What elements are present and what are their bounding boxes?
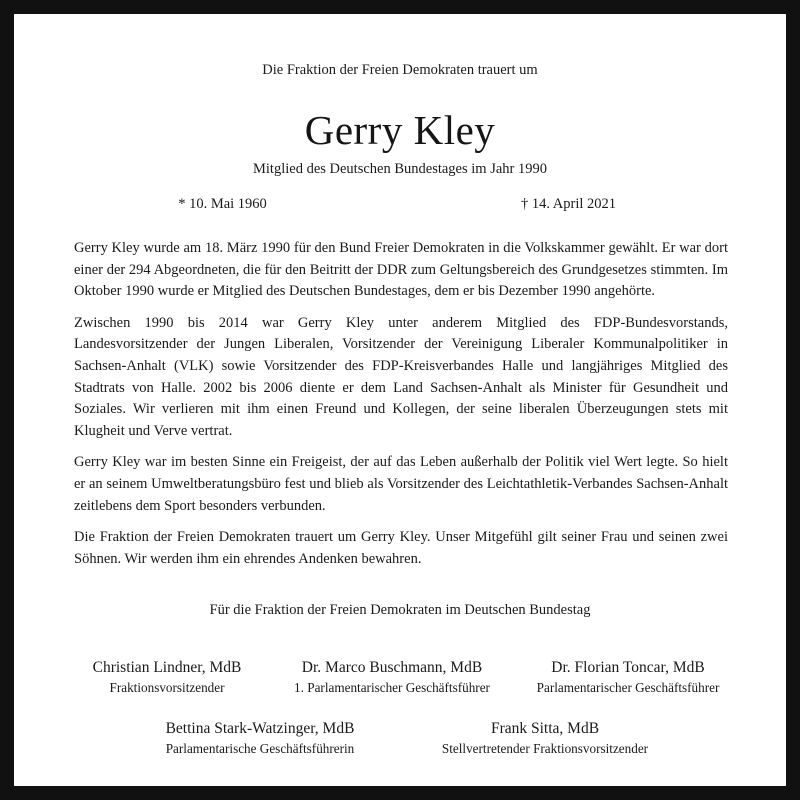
signatory-title: Parlamentarische Geschäftsführerin bbox=[165, 741, 355, 756]
signatory bbox=[42, 658, 292, 698]
intro-line: Die Fraktion der Freien Demokraten trauert um bbox=[262, 62, 538, 78]
signatory-name: Bettina Stark-Watzinger, MdB bbox=[165, 720, 355, 737]
signatory bbox=[120, 719, 400, 759]
signoff-line: Für die Fraktion der Freien Demokraten im Deutschen Bundestag bbox=[209, 602, 591, 618]
signatory-title: Stellvertretender Fraktionsvorsitzender bbox=[441, 741, 649, 756]
body-paragraph: Zwischen 1990 bis 2014 war Gerry Kley unter anderem Mitglied des FDP-Bundesvorstands, Landesvorsitzender der Jungen Liberalen, Vorsitzender der Vereinigung Liberaler Kommunalpolitiker in Sachsen-Anhalt (VLK) sowie Vorsitzender des FDP-Kreisverbandes Halle und langjähriges Mitglied des Stadtrats von Halle. 2002 bis 2006 diente er dem Land Sachsen-Anhalt als Minister für Gesundheit und Soziales. Wir verlieren mit ihm einen Freund und Kollegen, der seine liberalen Überzeugungen stets mit Klugheit und Verve vertrat. bbox=[74, 314, 728, 439]
body-paragraph: Gerry Kley war im besten Sinne ein Freigeist, der auf das Leben außerhalb der Politik viel Wert legte. So hielt er an seinem Umweltberatungsbüro fest und blieb als Vorsitzender des Leichtathletik-Verbandes Sachsen-Anhalt zeitlebens dem Sport besonders verbunden. bbox=[74, 454, 728, 514]
death-date: † 14. April 2021 bbox=[520, 196, 617, 212]
signatory-name: Christian Lindner, MdB bbox=[92, 659, 242, 676]
signatory-name: Dr. Florian Toncar, MdB bbox=[551, 659, 705, 676]
signatory bbox=[262, 658, 522, 698]
obituary-body bbox=[74, 238, 728, 580]
deceased-name: Gerry Kley bbox=[304, 107, 496, 153]
body-paragraph: Die Fraktion der Freien Demokraten trauert um Gerry Kley. Unser Mitgefühl gilt seiner Frau und seinen zwei Söhnen. Wir werden ihm ein ehrendes Andenken bewahren. bbox=[74, 529, 728, 567]
birth-date: * 10. Mai 1960 bbox=[178, 196, 267, 212]
signatory-name: Dr. Marco Buschmann, MdB bbox=[301, 659, 483, 676]
signatory bbox=[400, 719, 690, 759]
signatory-title: Fraktionsvorsitzender bbox=[109, 680, 225, 695]
signatory bbox=[498, 658, 758, 698]
signatory-title: Parlamentarischer Geschäftsführer bbox=[536, 680, 720, 695]
body-paragraph: Gerry Kley wurde am 18. März 1990 für den Bund Freier Demokraten in die Volkskammer gewählt. Er war dort einer der 294 Abgeordneten, die für den Beitritt der DDR zum Geltungsbereich des Grundgesetzes stimmten. Im Oktober 1990 wurde er Mitglied des Deutschen Bundestages, dem er bis Dezember 1990 angehörte. bbox=[74, 240, 728, 300]
deceased-role: Mitglied des Deutschen Bundestages im Jahr 1990 bbox=[253, 161, 547, 177]
signatory-title: 1. Parlamentarischer Geschäftsführer bbox=[294, 680, 490, 695]
signatory-name: Frank Sitta, MdB bbox=[490, 720, 600, 737]
